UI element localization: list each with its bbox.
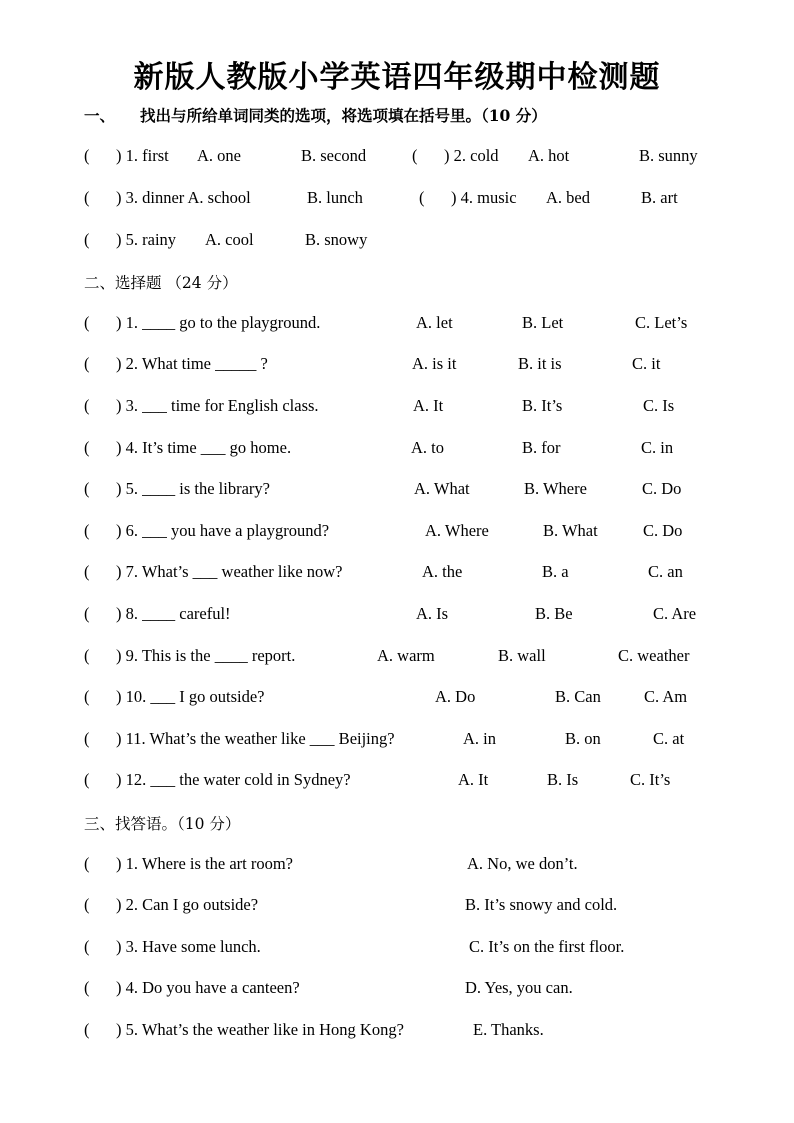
answer-paren[interactable]: (: [84, 230, 90, 249]
option-b: B. for: [522, 438, 561, 457]
question-text: ) 5. What’s the weather like in Hong Kong?: [116, 1020, 404, 1039]
option-a: A. Is: [416, 604, 449, 623]
option-b: B. second: [301, 146, 367, 165]
section3-title: 三、找答语。（10 分）: [84, 815, 241, 833]
section2-row-11: [0, 729, 794, 755]
section1-instruction: 找出与所给单词同类的选项，将选项填在括号里。（10 分）: [140, 106, 547, 125]
option-b: B. It’s: [522, 396, 563, 415]
section2-row-12: [0, 770, 794, 796]
option-c: C. It’s: [630, 770, 671, 789]
question-text: ) 3. ___ time for English class.: [116, 396, 319, 415]
question-text: ) 1. first: [116, 146, 169, 165]
option-b: B. wall: [498, 646, 546, 665]
answer-paren[interactable]: (: [84, 354, 90, 373]
answer-paren[interactable]: (: [84, 313, 90, 332]
option-b: B. lunch: [307, 188, 363, 207]
answer-paren[interactable]: (: [84, 1020, 90, 1039]
section1-row-2: [0, 188, 794, 214]
option-b: B. it is: [518, 354, 562, 373]
section2-heading: [0, 271, 794, 297]
option-a: A. let: [416, 313, 453, 332]
option-b: B. Where: [524, 479, 587, 498]
section2-row-10: [0, 687, 794, 713]
section2-row-6: [0, 521, 794, 547]
option-a: A. Do: [435, 687, 476, 706]
section3-heading: [0, 812, 794, 838]
option-c: C. it: [632, 354, 661, 373]
answer-paren[interactable]: (: [84, 479, 90, 498]
answer-option: D. Yes, you can.: [465, 978, 573, 997]
question-text: ) 5. ____ is the library?: [116, 479, 270, 498]
answer-paren[interactable]: (: [84, 188, 90, 207]
option-b: B. What: [543, 521, 598, 540]
option-a: A. bed: [546, 188, 590, 207]
question-text: ) 4. music: [451, 188, 517, 207]
answer-paren[interactable]: (: [84, 729, 90, 748]
answer-paren[interactable]: (: [84, 438, 90, 457]
option-c: C. Do: [642, 479, 682, 498]
option-b: B. Is: [547, 770, 579, 789]
option-b: B. art: [641, 188, 678, 207]
question-text: ) 9. This is the ____ report.: [116, 646, 296, 665]
option-c: C. an: [648, 562, 683, 581]
question-text: ) 3. dinner A. school: [116, 188, 251, 207]
answer-paren[interactable]: (: [84, 978, 90, 997]
option-b: B. Be: [535, 604, 573, 623]
option-c: C. Am: [644, 687, 688, 706]
question-text: ) 8. ____ careful!: [116, 604, 231, 623]
section2-title: 二、选择题 （24 分）: [84, 274, 238, 292]
question-text: ) 2. cold: [444, 146, 499, 165]
option-c: C. Are: [653, 604, 697, 623]
section1-row-1: [0, 146, 794, 172]
question-text: ) 10. ___ I go outside?: [116, 687, 265, 706]
section2-row-8: [0, 604, 794, 630]
answer-paren[interactable]: (: [84, 854, 90, 873]
option-c: C. at: [653, 729, 685, 748]
question-text: ) 3. Have some lunch.: [116, 937, 261, 956]
section3-row-4: [0, 978, 794, 1004]
answer-paren[interactable]: (: [84, 562, 90, 581]
answer-paren[interactable]: (: [84, 396, 90, 415]
section1-row-3: [0, 230, 794, 256]
answer-option: A. No, we don’t.: [467, 854, 578, 873]
question-text: ) 12. ___ the water cold in Sydney?: [116, 770, 351, 789]
section3-row-2: [0, 895, 794, 921]
option-a: A. hot: [528, 146, 570, 165]
question-text: ) 5. rainy: [116, 230, 177, 249]
section2-row-3: [0, 396, 794, 422]
option-b: B. sunny: [639, 146, 698, 165]
option-b: B. Can: [555, 687, 601, 706]
section3-row-1: [0, 854, 794, 880]
section2-row-7: [0, 562, 794, 588]
option-b: B. a: [542, 562, 569, 581]
question-text: ) 6. ___ you have a playground?: [116, 521, 330, 540]
option-c: C. weather: [618, 646, 690, 665]
section1-number: 一、: [84, 106, 116, 125]
section2-row-2: [0, 354, 794, 380]
option-a: A. the: [422, 562, 463, 581]
answer-paren[interactable]: (: [419, 188, 425, 207]
section1-heading: [0, 104, 794, 130]
answer-paren[interactable]: (: [412, 146, 418, 165]
answer-option: B. It’s snowy and cold.: [465, 895, 618, 914]
page-title: 新版人教版小学英语四年级期中检测题: [133, 60, 661, 95]
option-a: A. It: [413, 396, 444, 415]
option-c: C. Let’s: [635, 313, 688, 332]
question-text: ) 1. Where is the art room?: [116, 854, 294, 873]
question-text: ) 2. Can I go outside?: [116, 895, 259, 914]
question-text: ) 4. It’s time ___ go home.: [116, 438, 292, 457]
option-b: B. Let: [522, 313, 564, 332]
answer-paren[interactable]: (: [84, 604, 90, 623]
option-a: A. It: [458, 770, 489, 789]
answer-paren[interactable]: (: [84, 895, 90, 914]
answer-paren[interactable]: (: [84, 687, 90, 706]
answer-option: E. Thanks.: [473, 1020, 544, 1039]
answer-paren[interactable]: (: [84, 146, 90, 165]
option-a: A. is it: [412, 354, 457, 373]
section2-row-9: [0, 646, 794, 672]
question-text: ) 4. Do you have a canteen?: [116, 978, 300, 997]
question-text: ) 11. What’s the weather like ___ Beijing?: [116, 729, 395, 748]
option-a: A. cool: [205, 230, 254, 249]
option-b: B. snowy: [305, 230, 368, 249]
option-a: A. warm: [377, 646, 435, 665]
option-a: A. one: [197, 146, 241, 165]
option-a: A. to: [411, 438, 444, 457]
section3-row-3: [0, 937, 794, 963]
answer-option: C. It’s on the first floor.: [469, 937, 625, 956]
answer-paren[interactable]: (: [84, 646, 90, 665]
option-b: B. on: [565, 729, 601, 748]
section2-row-4: [0, 438, 794, 464]
option-c: C. in: [641, 438, 674, 457]
answer-paren[interactable]: (: [84, 937, 90, 956]
section3-row-5: [0, 1020, 794, 1046]
option-a: A. Where: [425, 521, 489, 540]
section2-row-1: [0, 313, 794, 339]
answer-paren[interactable]: (: [84, 770, 90, 789]
option-a: A. in: [463, 729, 496, 748]
option-c: C. Is: [643, 396, 675, 415]
section2-row-5: [0, 479, 794, 505]
question-text: ) 7. What’s ___ weather like now?: [116, 562, 343, 581]
question-text: ) 2. What time _____ ?: [116, 354, 268, 373]
option-c: C. Do: [643, 521, 683, 540]
question-text: ) 1. ____ go to the playground.: [116, 313, 321, 332]
answer-paren[interactable]: (: [84, 521, 90, 540]
option-a: A. What: [414, 479, 470, 498]
